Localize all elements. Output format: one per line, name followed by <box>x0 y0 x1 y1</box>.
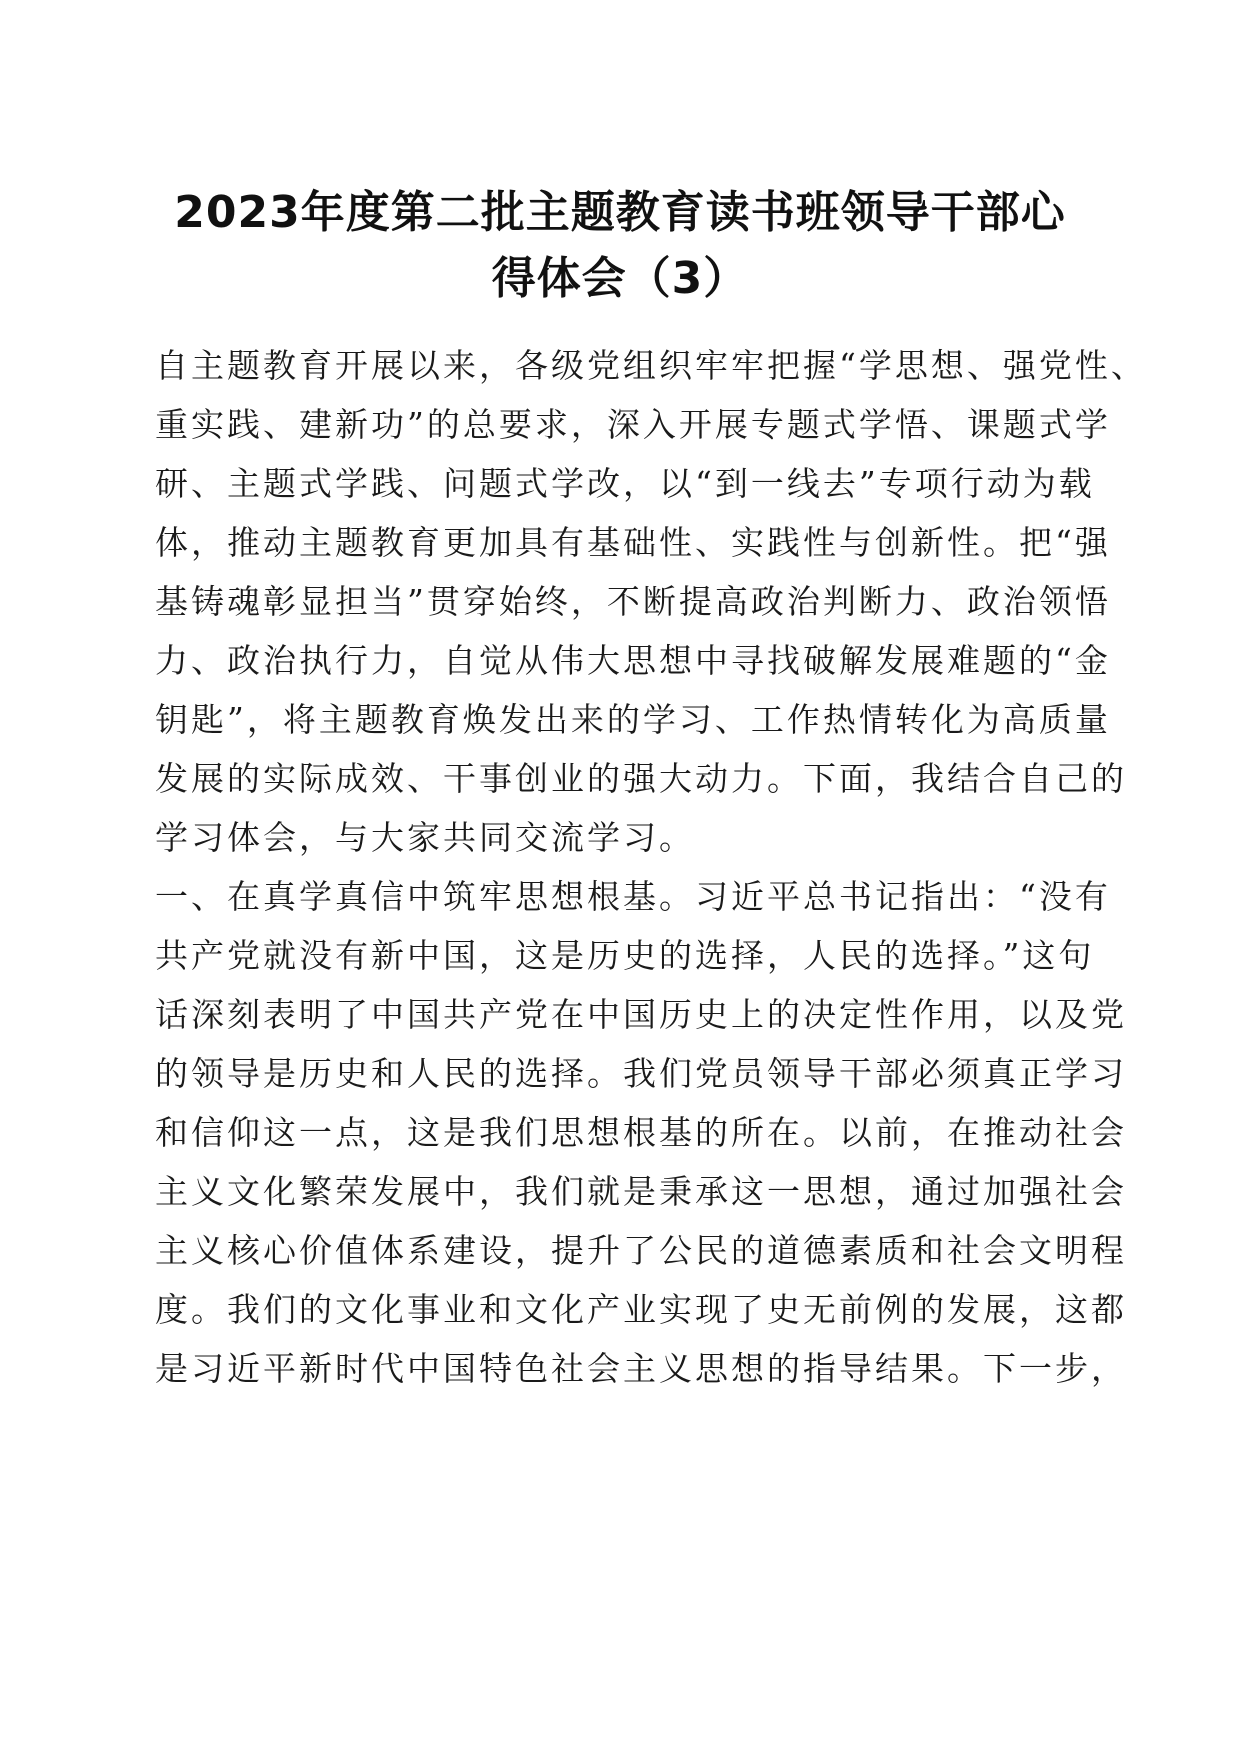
body-line: 和信仰这一点，这是我们思想根基的所在。以前，在推动社会 <box>155 1113 1127 1152</box>
document-title-line-1: 2023年度第二批主题教育读书班领导干部心 <box>174 187 1066 238</box>
body-line: 主义核心价值体系建设，提升了公民的道德素质和社会文明程 <box>155 1231 1127 1270</box>
body-line: 是习近平新时代中国特色社会主义思想的指导结果。下一步， <box>155 1349 1127 1388</box>
body-line: 的领导是历史和人民的选择。我们党员领导干部必须真正学习 <box>155 1054 1127 1093</box>
body-line: 研、主题式学践、问题式学改，以“到一线去”专项行动为载 <box>155 464 1095 503</box>
body-line: 主义文化繁荣发展中，我们就是秉承这一思想，通过加强社会 <box>155 1172 1127 1211</box>
body-line: 基铸魂彰显担当”贯穿始终，不断提高政治判断力、政治领悟 <box>155 582 1111 621</box>
document-title-line-2: 得体会（3） <box>491 253 749 304</box>
body-line: 体，推动主题教育更加具有基础性、实践性与创新性。把“强 <box>155 523 1111 562</box>
body-line: 发展的实际成效、干事创业的强大动力。下面，我结合自己的 <box>155 759 1127 798</box>
body-line: 钥匙”，将主题教育焕发出来的学习、工作热情转化为高质量 <box>155 700 1111 739</box>
body-line: 一、在真学真信中筑牢思想根基。习近平总书记指出：“没有 <box>155 877 1111 916</box>
body-line: 学习体会，与大家共同交流学习。 <box>155 818 695 857</box>
body-line: 度。我们的文化事业和文化产业实现了史无前例的发展，这都 <box>155 1290 1127 1329</box>
body-line: 重实践、建新功”的总要求，深入开展专题式学悟、课题式学 <box>155 405 1111 444</box>
body-line: 话深刻表明了中国共产党在中国历史上的决定性作用，以及党 <box>155 995 1127 1034</box>
body-line: 力、政治执行力，自觉从伟大思想中寻找破解发展难题的“金 <box>155 641 1111 680</box>
body-line: 自主题教育开展以来，各级党组织牢牢把握“学思想、强党性、 <box>155 346 1147 385</box>
body-line: 共产党就没有新中国，这是历史的选择，人民的选择。”这句 <box>155 936 1095 975</box>
